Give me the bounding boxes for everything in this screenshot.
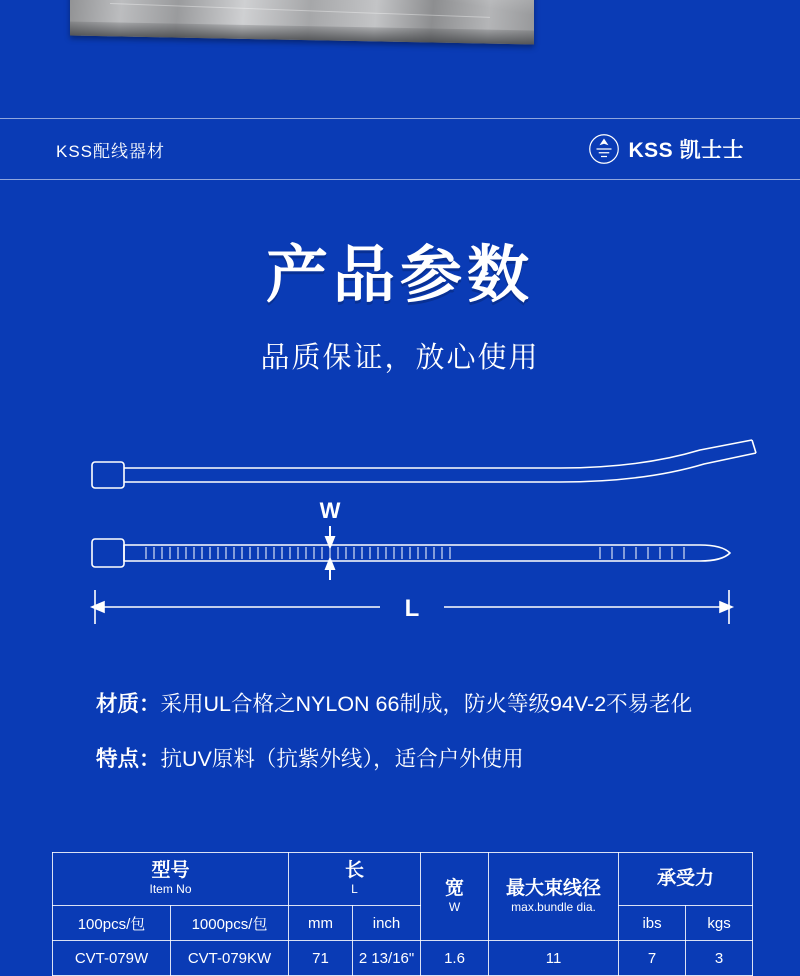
- page-subtitle: 品质保证，放心使用: [260, 342, 540, 374]
- header-sub-text: max.bundle dia.: [511, 899, 596, 914]
- header-main-text: 宽: [445, 877, 465, 899]
- brand-name-label: KSS 凯士士: [628, 139, 744, 162]
- cable-tie-diagram: [0, 430, 800, 645]
- brand-logo-group: [589, 134, 744, 164]
- cell-ibs: 7: [619, 941, 686, 976]
- spec-value-feature: 抗UV原料（抗紫外线），适合户外使用: [160, 747, 524, 772]
- header-sub-text: L: [351, 882, 358, 897]
- kss-emblem-icon: [589, 134, 619, 164]
- table-header-force: [619, 853, 753, 906]
- table-header-row-2: [53, 906, 753, 941]
- table-subheader-mm: mm: [289, 906, 353, 941]
- table-subheader-pack100: 100pcs/包: [53, 906, 171, 941]
- cable-tie-bent-illustration: [92, 440, 756, 488]
- header-main-text: 长: [345, 860, 365, 882]
- title-block: [0, 241, 800, 376]
- header-main-text: 最大束线径: [506, 877, 602, 899]
- marble-vein: [110, 3, 490, 18]
- table-header-item-no: [53, 853, 289, 906]
- page-title: 产品参数: [265, 241, 534, 310]
- spec-row-feature: [96, 743, 756, 776]
- header-left-label: KSS配线器材: [56, 141, 166, 161]
- header-main-text: 型号: [151, 860, 190, 882]
- table-subheader-ibs: ibs: [619, 906, 686, 941]
- top-marble-banner: [0, 0, 800, 118]
- table-row: [53, 941, 753, 976]
- spec-label-feature: 特点：: [96, 747, 161, 772]
- specification-list: [96, 688, 756, 799]
- width-label: W: [319, 498, 341, 523]
- spec-table-container: [52, 852, 752, 976]
- table-subheader-kgs: kgs: [686, 906, 753, 941]
- header-main-text: 承受力: [657, 868, 715, 890]
- header-sub-text: W: [448, 899, 461, 914]
- table-header-row-1: [53, 853, 753, 906]
- table-header-width: [421, 853, 489, 941]
- marble-slab-image: [70, 0, 534, 44]
- cell-pack100: CVT-079W: [53, 941, 171, 976]
- cell-mm: 71: [289, 941, 353, 976]
- table-header-bundle-dia: [489, 853, 619, 941]
- table-subheader-inch: inch: [353, 906, 421, 941]
- page-header: [0, 118, 800, 180]
- cell-bundle: 11: [489, 941, 619, 976]
- cell-kgs: 3: [686, 941, 753, 976]
- cell-width: 1.6: [421, 941, 489, 976]
- cell-inch: 2 13/16": [353, 941, 421, 976]
- spec-row-material: [96, 688, 756, 721]
- spec-value-material: 采用UL合格之NYLON 66制成，防火等级94V-2不易老化: [160, 692, 693, 716]
- specification-table: [52, 852, 753, 976]
- cable-tie-straight-illustration: [92, 539, 730, 567]
- table-subheader-pack1000: 1000pcs/包: [171, 906, 289, 941]
- header-sub-text: Item No: [149, 882, 192, 897]
- spec-label-material: 材质：: [96, 692, 161, 716]
- length-label: L: [404, 595, 420, 622]
- table-header-length: [289, 853, 421, 906]
- cell-pack1000: CVT-079KW: [171, 941, 289, 976]
